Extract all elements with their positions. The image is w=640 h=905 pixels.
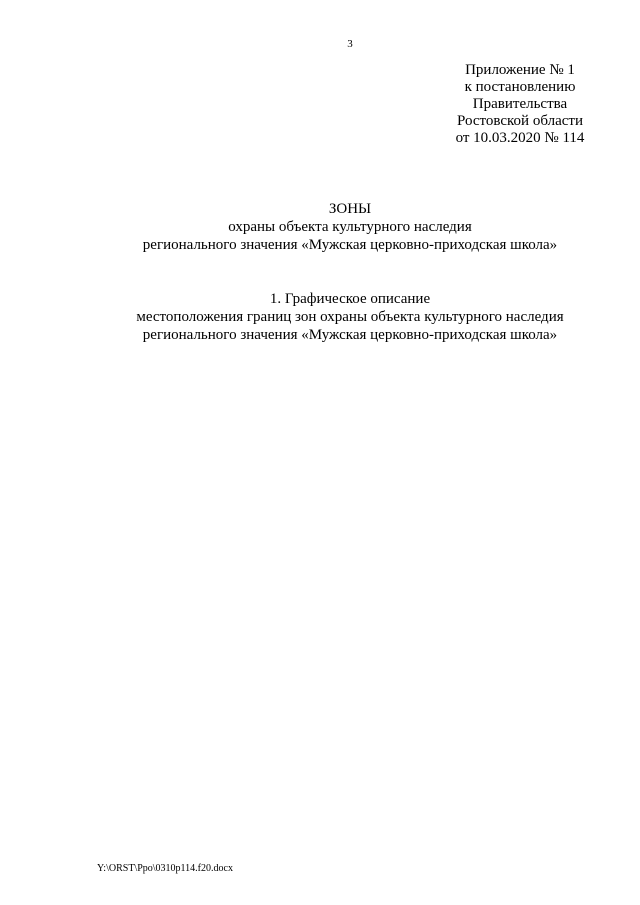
- title-line-3: регионального значения «Мужская церковно-приходская школа»: [142, 237, 558, 253]
- section-line-3: регионального значения «Мужская церковно-приходская школа»: [142, 327, 558, 343]
- page-number: 3: [347, 38, 353, 50]
- document-title: [0, 200, 640, 254]
- title-heading: ЗОНЫ: [328, 201, 372, 217]
- section-heading: 1. Графическое описание: [269, 291, 431, 307]
- appendix-line-3: Правительства: [472, 96, 568, 112]
- appendix-line-1: Приложение № 1: [465, 62, 575, 78]
- section-line-2: местоположения границ зон охраны объекта культурного наследия: [136, 309, 564, 325]
- appendix-line-5: от 10.03.2020 № 114: [455, 130, 585, 146]
- section-heading-block: [0, 290, 640, 344]
- appendix-line-4: Ростовской области: [457, 113, 583, 129]
- title-line-2: охраны объекта культурного наследия: [228, 219, 472, 235]
- appendix-line-2: к постановлению: [464, 79, 576, 95]
- appendix-block: [430, 62, 610, 147]
- footer-file-path: Y:\ORST\Ppo\0310p114.f20.docx: [97, 863, 233, 874]
